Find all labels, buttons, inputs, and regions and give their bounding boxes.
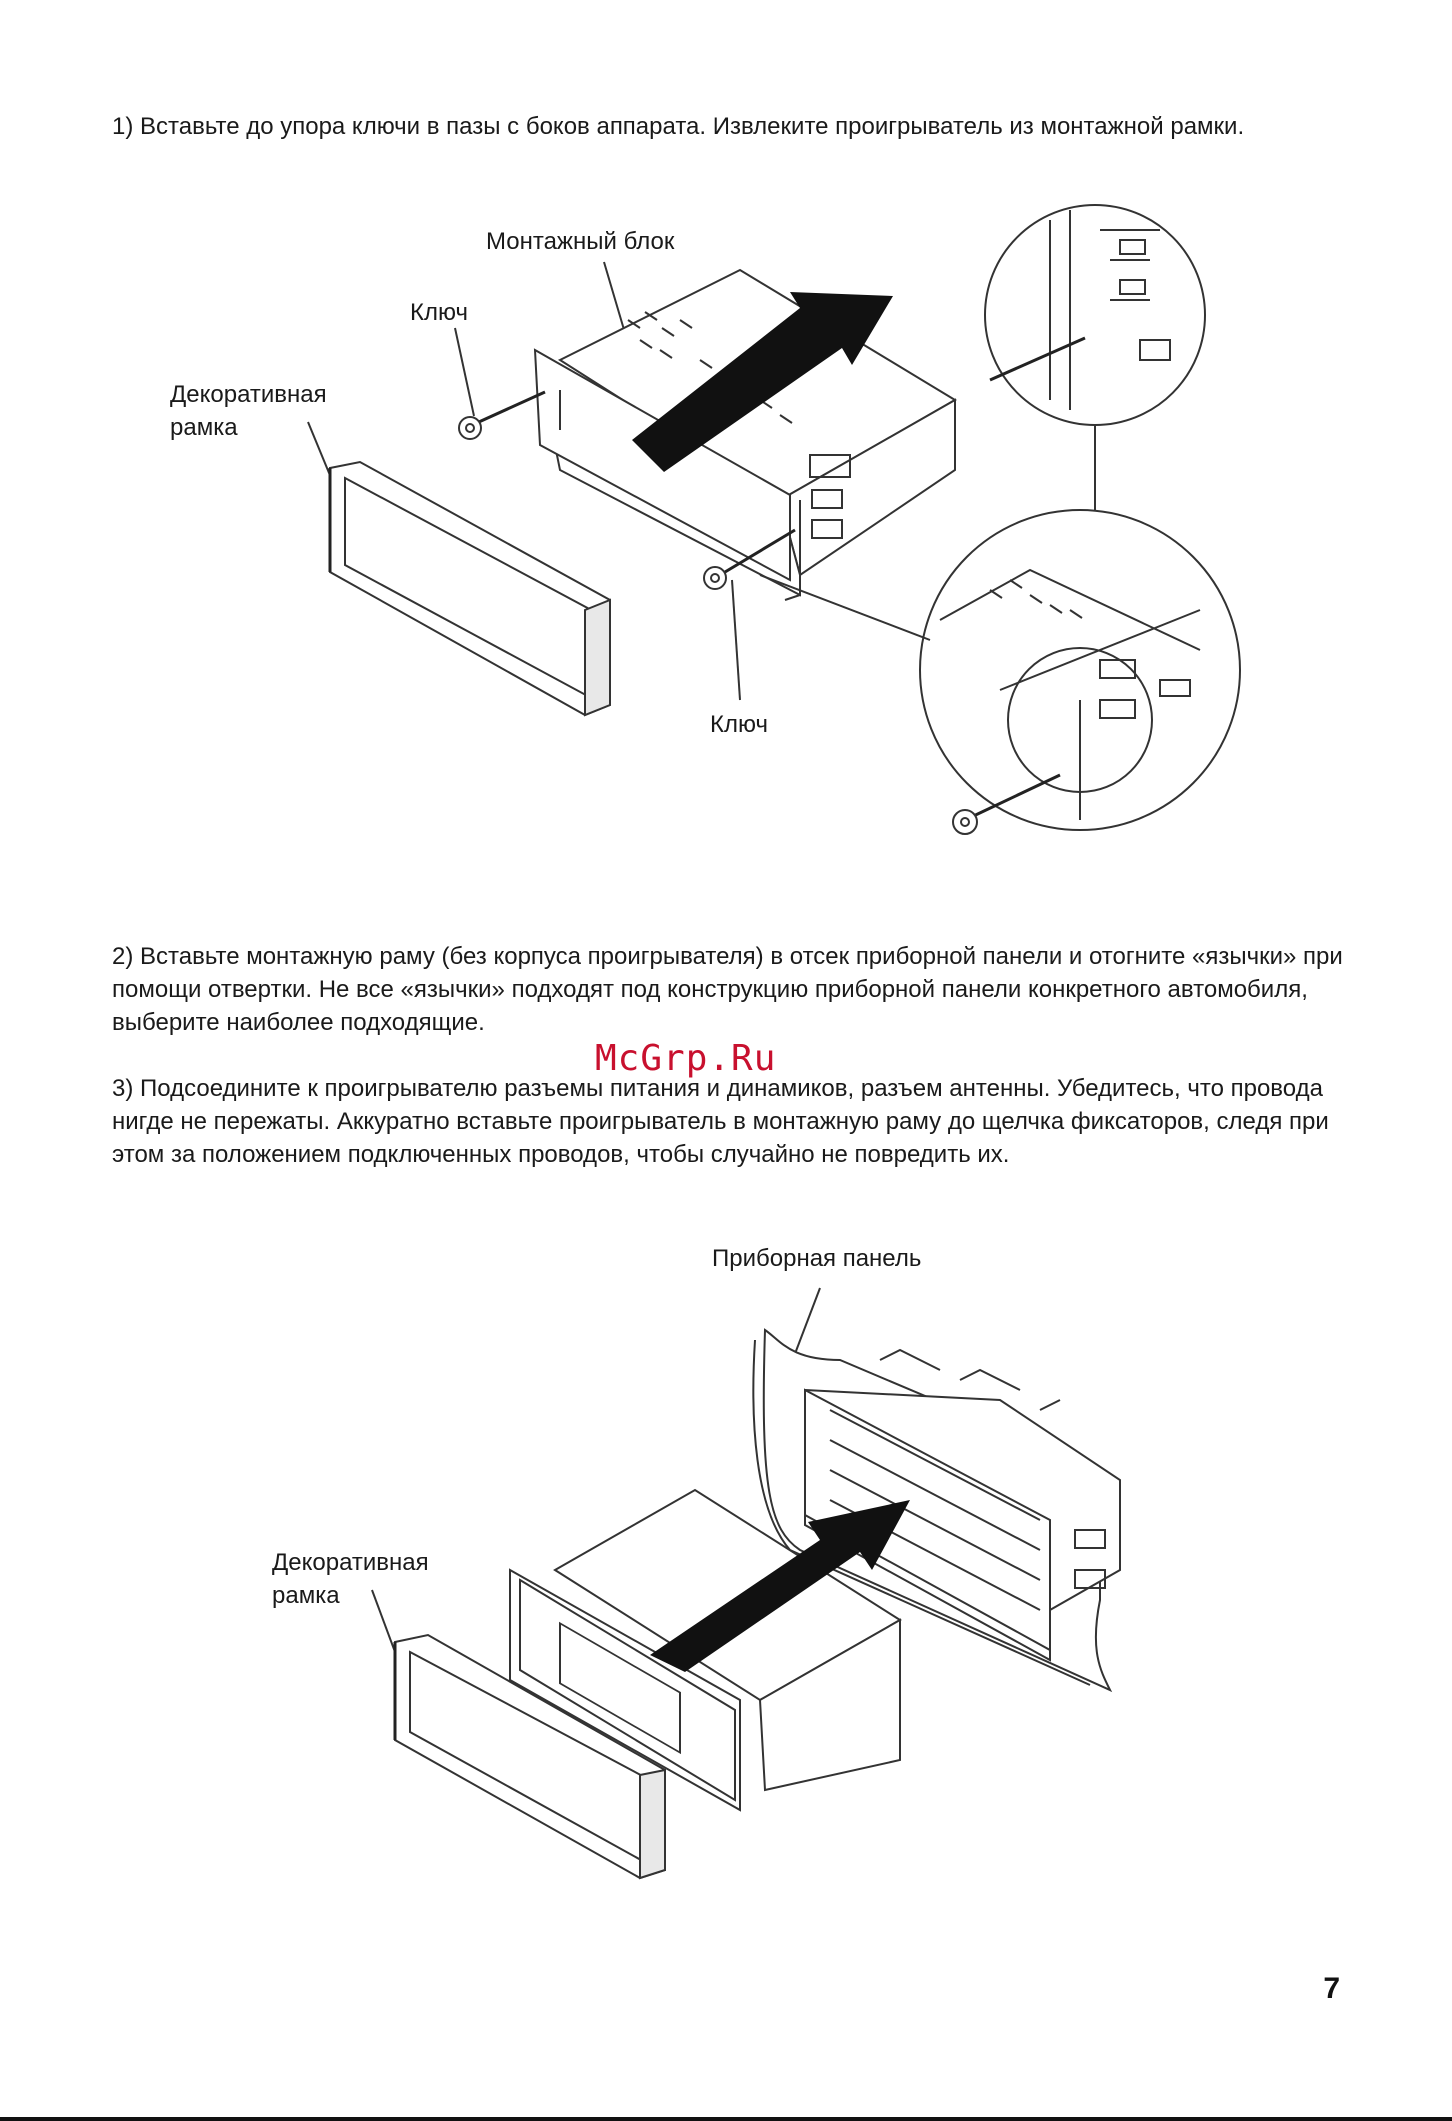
label-deco-frame-2: Декоративная рамка <box>272 1549 429 1609</box>
key-top <box>459 392 545 439</box>
step-2-text: 2) Вставьте монтажную раму (без корпуса проигрывателя) в отсек приборной панели и отогните «язычки» при помощи отвертки. Не все «язычки» подходят под конструкцию приборной панели конкретного автомобиля, выберите наиболее подходящие. <box>112 943 1343 1036</box>
step-3-text: 3) Подсоедините к проигрывателю разъемы питания и динамиков, разъем антенны. Убедитесь, что провода нигде не пережаты. Аккуратно вставьте проигрыватель в монтажную раму до щелчка фиксаторов, следя при этом за положением подключенных проводов, чтобы случайно не повредить их. <box>112 1075 1329 1168</box>
step-1-text: 1) Вставьте до упора ключи в пазы с боков аппарата. Извлеките проигрыватель из монтажной рамки. <box>112 113 1245 140</box>
label-dashboard: Приборная панель <box>712 1245 922 1272</box>
label-deco-frame-1: Декоративная рамка <box>170 381 327 441</box>
figure-2-installation-diagram <box>0 1270 1452 1890</box>
mounting-sleeve <box>535 270 955 600</box>
label-mount-block: Монтажный блок <box>486 228 675 255</box>
bottom-rule <box>0 2117 1452 2121</box>
leader-key-bottom <box>732 580 740 700</box>
label-key-top: Ключ <box>410 299 468 326</box>
page-number: 7 <box>1323 1972 1340 2005</box>
decorative-frame-1 <box>330 462 610 715</box>
watermark: McGrp.Ru <box>595 1038 777 1079</box>
figure-1-removal-diagram <box>0 200 1452 880</box>
connector-line-2 <box>760 575 930 640</box>
leader-key-top <box>455 328 474 416</box>
detail-circle-bottom <box>920 510 1240 834</box>
detail-circle-top <box>985 205 1205 425</box>
label-key-bottom: Ключ <box>710 711 768 738</box>
